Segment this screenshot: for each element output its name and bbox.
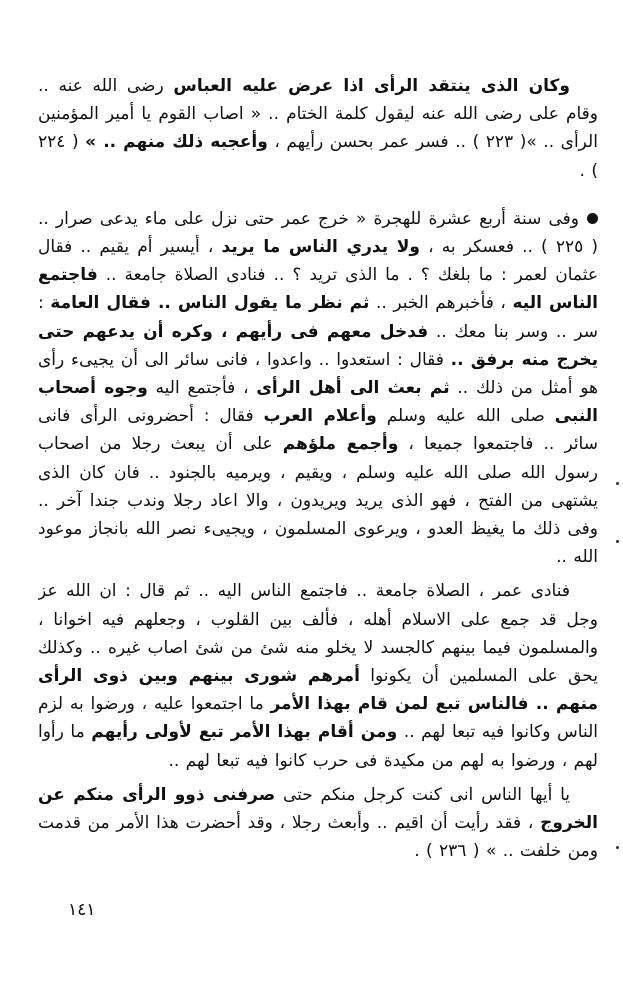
text-segment: ، أيسير أم يقيم .. فقال عثمان لعمر : ما بلغك ؟ . ما الذى تريد ؟ .. فنادى الصلاة جامعة .. [38,237,598,286]
paragraph-1 [38,72,598,185]
text-segment: وأعجبه ذلك منهم .. » [85,132,268,153]
text-segment: ما رأوا لهم ، ورضوا به لهم من مكيدة فى حرب كانوا فيه تبعا لهم .. [38,722,598,771]
text-segment: ومن أقام بهذا الأمر تبع لأولى رأيهم [91,722,398,743]
page-body [38,72,598,932]
text-segment: فنادى عمر ، الصلاة جامعة .. فاجتمع الناس اليه .. ثم قال : ان الله عز وجل قد جمع على الاسلام أهله ، فألف بين القلوب ، وجعلهم فيه اخوانا ، والمسلمون فيما بينهم كالجسد لا يخلو منه شئ من شئ اصاب غيره .. وكذلك يحق على المسلمين أن يكونوا [38,581,598,687]
text-segment: صرفنى ذوو الرأى منكم عن الخروج [38,784,598,834]
text-segment: فقال : أحضرونى الرأى فانى سائر .. فاجتمعوا جميعا ، [38,406,598,455]
text-segment: أمرهم شورى بينهم وبين ذوى الرأى منهم .. فالناس تبع لمن قام بهذا الأمر [38,666,598,715]
margin-mark [616,482,619,485]
paragraph-3 [38,577,598,774]
text-segment: وفى سنة أربع عشرة للهجرة « خرج عمر حتى نزل على ماء يدعى صرار .. ( ٢٢٥ ) .. فعسكر به ، [38,208,598,258]
text-segment: على أن يبعث رجلا من اصحاب رسول الله صلى الله عليه وسلم ، ويقيم ، ويرميه بالجنود .. فان كان الذى يشتهى من الفتح ، فهو الذى يريد ويريدون ، والا اعاد رجلا وندب جندا آخر .. وفى ذلك ما يغيظ العدو ، ويرعوى المسلمون ، ويجيىء نصر الله بانجاز موعود الله .. [38,434,598,568]
text-segment: ما اجتمعوا عليه ، ورضوا به لزم الناس وكانوا فيه تبعا لهم .. [38,694,598,743]
text-segment: يا أيها الناس انى كنت كرجل منكم حتى [275,784,570,805]
paragraph-2 [38,205,598,572]
margin-mark [616,846,619,849]
text-segment: وكان الذى ينتقد الرأى اذا عرض عليه العباس [173,76,570,96]
text-segment: ( ٢٢٤ ) . [38,132,598,181]
text-segment: وجوه أصحاب النبى [38,378,598,427]
text-segment: صلى الله عليه وسلم [376,406,555,427]
text-segment: ، فقد رأيت أن اقيم .. وأبعث رجلا ، وقد أحضرت هذا الأمر من قدمت ومن خلفت .. » ( ٢٣٦ ) . [38,813,598,862]
text-segment: ثم نظر ما يقول الناس .. فقال العامة [50,293,370,314]
bullet-icon [587,213,598,224]
text-segment: : سر .. وسر بنا معك .. [38,293,598,342]
text-segment: رضى الله عنه .. وقام على رضى الله عنه ليقول كلمة الختام .. « اصاب القوم يا أمير المؤمنين الرأى .. »( ٢٢٣ ) .. فسر عمر بحسن رأيهم ، [38,76,598,153]
text-segment: فدخل معهم فى رأيهم ، وكره أن يدعهم حتى يخرج منه برفق .. [38,321,598,370]
text-segment: ، فأجتمع اليه [147,378,257,399]
text-segment: فاجتمع الناس اليه [38,265,598,314]
text-segment: وأعلام العرب [263,406,377,427]
text-segment: ، فأخبرهم الخبر .. [369,293,513,314]
text-segment: فقال : استعدوا .. واعدوا ، فانى سائر الى أن يجيىء رأى هو أمثل من ذلك .. [38,349,598,399]
page-number: ١٤١ [68,900,96,920]
text-segment: ثم بعث الى أهل الرأى [256,378,450,399]
text-segment: وأجمع ملؤهم [282,434,399,455]
paragraph-4 [38,781,598,866]
text-segment: ولا يدري الناس ما يريد [221,237,420,258]
margin-mark [616,540,619,543]
